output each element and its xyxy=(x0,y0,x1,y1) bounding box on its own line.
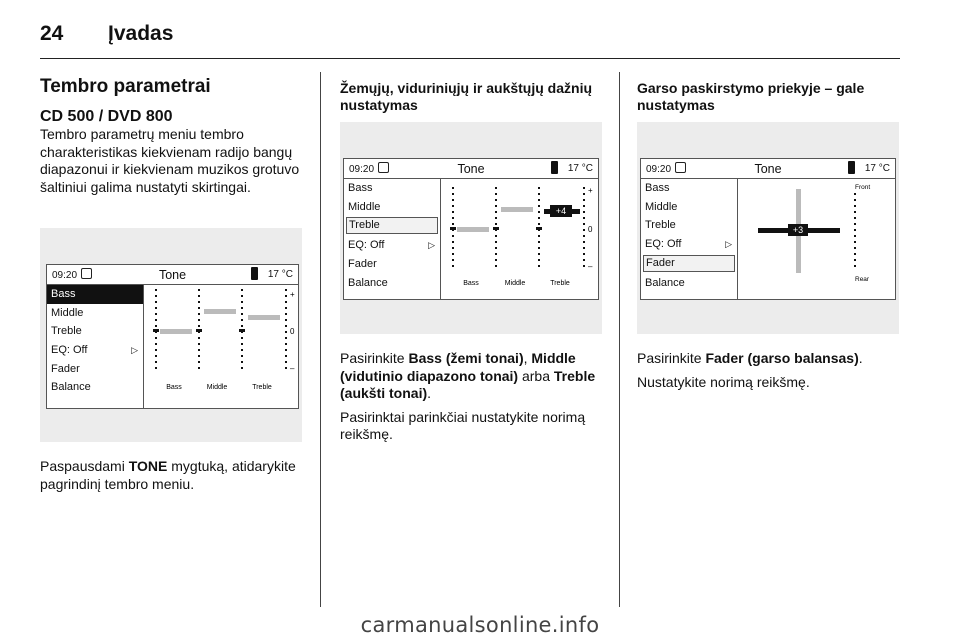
tone-screen-fader xyxy=(640,158,896,300)
eq-label-bass: Bass xyxy=(463,280,479,287)
fader-rear-label: Rear xyxy=(855,276,870,283)
bass-level-bar xyxy=(160,329,192,334)
menu-item-treble[interactable]: Treble xyxy=(645,219,676,232)
scale-minus: – xyxy=(588,262,593,271)
treble-figure xyxy=(340,122,602,334)
status-bar xyxy=(641,159,895,179)
treble-level-bar xyxy=(248,315,280,320)
tone-menu xyxy=(344,179,441,299)
arrow-right-icon: ▷ xyxy=(428,240,435,251)
instr-text-1: Paspausdami xyxy=(40,458,129,474)
column-2-heading-wrap xyxy=(340,80,610,114)
menu-item-balance[interactable]: Balance xyxy=(51,381,91,394)
section-subtitle: CD 500 / DVD 800 xyxy=(40,108,173,125)
scale-plus: + xyxy=(588,186,593,195)
tone-screen-treble xyxy=(343,158,599,300)
treble-option: Treble (aukšti tonai) xyxy=(340,367,596,401)
temperature: 17 °C xyxy=(567,163,593,174)
page-number: 24 xyxy=(40,22,64,45)
text: arba xyxy=(518,367,554,384)
text: Pasirinkite xyxy=(340,350,409,366)
arrow-right-icon: ▷ xyxy=(131,345,138,356)
tone-screen-main xyxy=(46,264,299,409)
screen-title: Tone xyxy=(457,162,485,176)
column-3-text xyxy=(637,350,902,391)
menu-item-treble[interactable]: Treble xyxy=(346,217,438,234)
arrow-right-icon: ▷ xyxy=(725,239,732,250)
scale-minus: – xyxy=(290,364,295,373)
menu-item-fader[interactable]: Fader xyxy=(348,258,377,271)
thermometer-icon xyxy=(848,161,855,174)
menu-item-bass[interactable]: Bass xyxy=(348,182,373,194)
menu-item-balance[interactable]: Balance xyxy=(645,276,685,289)
eq-area xyxy=(144,285,298,408)
column-divider-2 xyxy=(619,72,620,607)
scale-zero: 0 xyxy=(290,327,295,336)
column-2-text xyxy=(340,350,612,444)
status-bar xyxy=(344,159,598,179)
eq-area xyxy=(441,179,598,299)
middle-level-bar xyxy=(204,309,236,314)
clock-time: 09:20 xyxy=(349,164,375,175)
header-rule xyxy=(40,58,900,59)
bass-level-bar xyxy=(457,227,489,232)
column-1 xyxy=(40,76,310,196)
menu-item-middle[interactable]: Middle xyxy=(348,200,381,213)
menu-item-eq[interactable] xyxy=(641,235,737,254)
bass-middle-treble-heading: Žemųjų, viduriniųjų ir aukštųjų dažnių nustatymas xyxy=(340,80,593,113)
column-1-instruction xyxy=(40,458,315,493)
instr-text-2: mygtuką, atidarykite pagrindinį tembro meniu. xyxy=(40,458,296,492)
menu-item-eq-label: EQ: Off xyxy=(645,238,682,251)
eq-label-middle: Middle xyxy=(504,280,526,287)
fader-figure xyxy=(637,122,899,334)
menu-item-fader[interactable]: Fader xyxy=(643,255,735,272)
status-bar xyxy=(47,265,298,285)
clock-time: 09:20 xyxy=(52,270,78,281)
menu-item-middle[interactable]: Middle xyxy=(51,306,84,319)
chapter-title: Įvadas xyxy=(108,22,174,45)
select-instruction xyxy=(340,350,612,403)
scale-plus: + xyxy=(290,290,295,299)
eq-label-treble: Treble xyxy=(252,384,272,391)
fader-front-label: Front xyxy=(855,184,871,191)
intro-paragraph: Tembro parametrų meniu tembro charakteristikas kiekvienam radijo bangų diapazonui ir kiekvienam muzikos grotuvo šaltiniui galima nustatyti skirtingai. xyxy=(40,126,300,195)
fader-area xyxy=(738,179,895,299)
eq-sliders-graphic xyxy=(144,285,299,407)
fader-option: Fader (garso balansas) xyxy=(705,350,859,366)
menu-item-eq[interactable] xyxy=(47,341,143,360)
fader-value: +3 xyxy=(792,225,804,235)
temperature: 17 °C xyxy=(864,163,890,174)
eq-label-treble: Treble xyxy=(550,280,570,287)
screen-title: Tone xyxy=(754,162,782,176)
menu-item-bass[interactable]: Bass xyxy=(47,285,143,304)
menu-item-eq-label: EQ: Off xyxy=(348,239,385,252)
text: Pasirinkite xyxy=(637,350,706,366)
set-fader-value-instruction: Nustatykite norimą reikšmę. xyxy=(637,373,810,390)
eq-label-bass: Bass xyxy=(166,384,182,391)
menu-item-balance[interactable]: Balance xyxy=(348,276,388,289)
menu-item-fader[interactable]: Fader xyxy=(51,362,80,375)
middle-level-bar xyxy=(501,207,533,212)
fader-heading: Garso paskirstymo priekyje – gale nustatymas xyxy=(637,80,865,113)
source-watermark: carmanualsonline.info xyxy=(360,613,600,637)
text: , xyxy=(523,350,532,366)
thermometer-icon xyxy=(551,161,558,174)
select-fader-instruction xyxy=(637,350,902,368)
set-value-instruction: Pasirinktai parinkčiai nustatykite norimą reikšmę. xyxy=(340,408,586,442)
menu-item-middle[interactable]: Middle xyxy=(645,200,678,213)
menu-item-eq[interactable] xyxy=(344,236,440,255)
tone-button-label: TONE xyxy=(128,458,168,474)
section-title: Tembro parametrai xyxy=(40,76,211,97)
fader-graphic xyxy=(738,179,895,299)
menu-item-bass[interactable]: Bass xyxy=(645,182,670,194)
tone-menu xyxy=(47,285,144,408)
text: . xyxy=(427,385,432,401)
thermometer-icon xyxy=(251,267,258,280)
clock-time: 09:20 xyxy=(646,164,672,175)
temperature: 17 °C xyxy=(267,269,293,280)
middle-option: Middle (vidutinio diapazono tonai) xyxy=(340,350,576,384)
screen-title: Tone xyxy=(158,268,187,282)
column-3-heading-wrap xyxy=(637,80,902,114)
eq-label-middle: Middle xyxy=(206,384,228,391)
tone-menu xyxy=(641,179,738,299)
eq-sliders-graphic xyxy=(441,179,598,299)
menu-item-treble[interactable]: Treble xyxy=(51,325,82,338)
tone-menu-figure xyxy=(40,228,302,442)
text: . xyxy=(858,350,863,366)
bass-option: Bass (žemi tonai) xyxy=(408,350,524,366)
scale-zero: 0 xyxy=(588,225,593,234)
treble-value: +4 xyxy=(555,206,567,216)
column-divider-1 xyxy=(320,72,321,607)
menu-item-eq-label: EQ: Off xyxy=(51,344,88,357)
